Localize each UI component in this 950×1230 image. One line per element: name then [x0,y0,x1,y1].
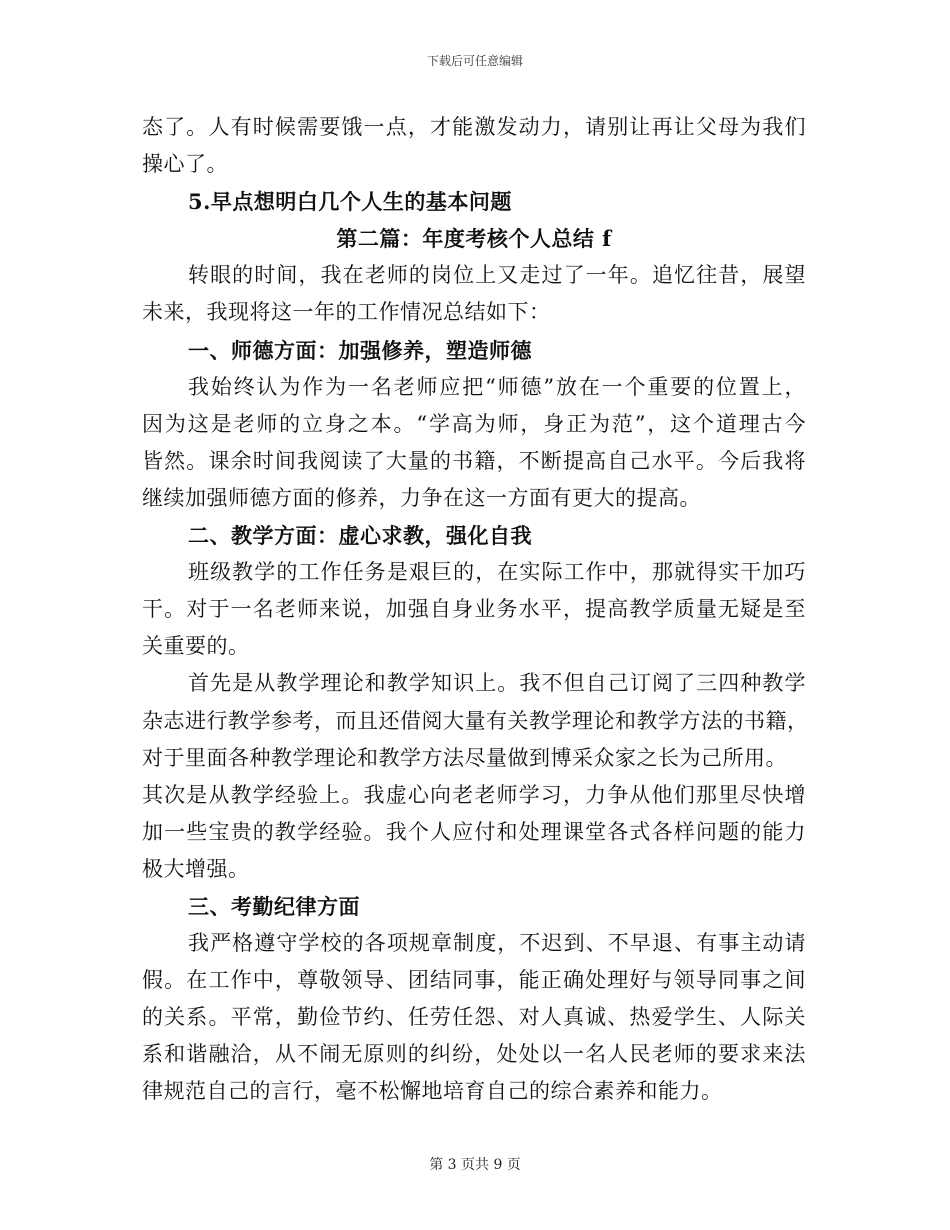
section-heading: 一、师德方面：加强修养，塑造师德 [188,337,532,363]
paragraph-line: 转眼的时间，我在老师的岗位上又走过了一年。追忆往昔，展望 [188,263,806,288]
paragraph-line: 其次是从教学经验上。我虚心向老老师学习，力争从他们那里尽快增 [142,782,806,807]
paragraph-line: 假。在工作中，尊敬领导、团结同事，能正确处理好与领导同事之间 [142,968,806,993]
page-footer: 第 3 页共 9 页 [429,1157,521,1173]
paragraph-line: 加一些宝贵的教学经验。我个人应付和处理课堂各式各样问题的能力 [142,819,806,844]
page-header: 下载后可任意编辑 [426,54,523,68]
paragraph-line: 班级教学的工作任务是艰巨的，在实际工作中，那就得实干加巧 [188,560,806,585]
paragraph-line: 未来，我现将这一年的工作情况总结如下： [142,300,551,325]
paragraph-line: 对于里面各种教学理论和教学方法尽量做到博采众家之长为己所用。 [142,745,787,770]
document-body [142,109,809,1111]
paragraph-line: 因为这是老师的立身之本。“学高为师，身正为范”，这个道理古今 [142,411,806,436]
paragraph-line: 系和谐融洽，从不闹无原则的纠纷，处处以一名人民老师的要求来法 [142,1042,806,1067]
paragraph-line: 我严格遵守学校的各项规章制度，不迟到、不早退、有事主动请 [188,931,806,956]
paragraph-line: 干。对于一名老师来说，加强自身业务水平，提高教学质量无疑是至 [142,597,806,622]
paragraph-line: 关重要的。 [142,634,250,659]
paragraph-line: 我始终认为作为一名老师应把“师德”放在一个重要的位置上， [188,374,806,399]
section-heading: 5.早点想明白几个人生的基本问题 [188,189,512,215]
paragraph-line: 极大增强。 [142,856,250,881]
paragraph-line: 杂志进行教学参考，而且还借阅大量有关教学理论和教学方法的书籍， [142,708,809,733]
section-heading: 三、考勤纪律方面 [188,893,360,919]
paragraph-line: 皆然。课余时间我阅读了大量的书籍，不断提高自己水平。今后我将 [142,448,806,473]
paragraph-line: 态了。人有时候需要饿一点，才能激发动力，请别让再让父母为我们 [142,115,806,139]
paragraph-line: 继续加强师德方面的修养，力争在这一方面有更大的提高。 [142,485,701,510]
paragraph-line: 操心了。 [142,152,228,177]
chapter-title: 第二篇：年度考核个人总结 f [336,226,612,252]
paragraph-line: 律规范自己的言行，毫不松懈地培育自己的综合素养和能力。 [142,1079,723,1104]
section-heading: 二、教学方面：虚心求教，强化自我 [188,523,532,549]
paragraph-line: 的关系。平常，勤俭节约、任劳任怨、对人真诚、热爱学生、人际关 [142,1005,806,1030]
paragraph-line: 首先是从教学理论和教学知识上。我不但自己订阅了三四种教学 [188,671,806,696]
